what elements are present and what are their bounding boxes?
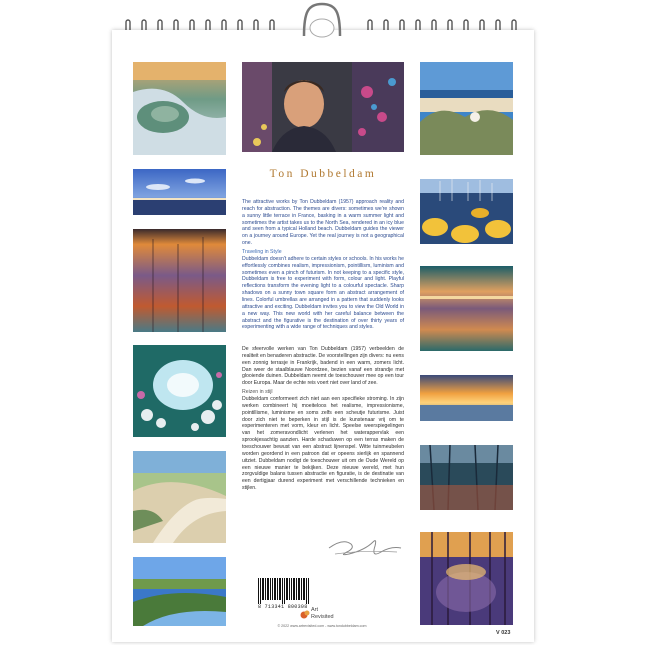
painting-golden-sky	[420, 375, 513, 421]
publisher-logo	[300, 605, 340, 621]
dutch-subheading: Reizen in stijl	[242, 389, 273, 396]
copyright-line: © 2022 www.artrevisited.com - www.tondubbeldam.com	[277, 624, 367, 628]
painting-lake-shore	[133, 62, 226, 155]
painting-sunset-sea	[420, 266, 513, 351]
barcode-number: 8 713341 800308	[258, 604, 308, 610]
artist-title: Ton Dubbeldam	[269, 168, 377, 180]
painting-evening-reflection	[133, 229, 226, 332]
painting-beach-horizon	[420, 62, 513, 155]
hanger-hook	[300, 2, 344, 38]
barcode-bars	[258, 578, 310, 604]
english-intro: The attractive works by Ton Dubbeldam (1957) approach reality and reach for abstraction. The themes are divers: sometimes we're shown a sunny little terrace in France, basking in a warm summer light and sometimes the artist takes us to the North Sea, rendered in an icy blue and seen from a typical Holland beach. Dubbeldam guides the viewer on a journey around Europe. Yet the real journey is not a geographical one.	[242, 199, 404, 247]
painting-forest-reflection	[420, 532, 513, 625]
dutch-intro: De sfeervolle werken van Ton Dubbeldam (1957) verbeelden de realiteit en benaderen abstractie. De voorstellingen zijn divers: nu eens een zonnig terrasje in Frankrijk, badend in een warm, zomers licht. Dan weer de staalblauwe Noordzee, bezien vanaf een strandje met glooiende duinen. Dubbeldam neemt de toeschouwer mee op een tour door Europa. Maar de echte reis voert niet over land of zee.	[242, 346, 404, 387]
english-text-block	[242, 199, 404, 331]
artist-signature	[325, 530, 405, 562]
painting-river-landscape	[133, 557, 226, 626]
artist-portrait-photo	[242, 62, 404, 152]
painting-harbour-boats	[420, 445, 513, 510]
painting-dunes-path	[133, 451, 226, 543]
painting-blue-sky-coast	[133, 169, 226, 215]
publisher-logo-icon	[300, 609, 310, 619]
dutch-body: Dubbeldam conformeert zich niet aan een specifieke stroming. In zijn werken combineert hij moeiteloos het realisme, impressionisme, pointillisme, luminisme en soms zelfs een scheutje futurisme. Juist door zich niet te beperken in stijl is de kunstenaar vrij om te experimenteren met vorm, kleur en licht. Speelse weerspiegelingen van het zomeravondlicht verlenen het waterappervlak een sprookjesachtig aanzien. Harde schaduwen op een terras maken de toeschouwer bewust van een abstract lijnenspel. Witte tuinmeubelen worden geordend in een patroon dat er opeens sierlijk en spannend uitziet. Dubbeldam nodigt de toeschouwer uit om de Oude Wereld op een nieuwe manier te bekijken. Deze nieuwe wereld, met hun zorgvuldige balans tussen abstractie en figuratie, is de destinatie van een dertigjaar durend experiment met verschillende technieken en stijlen.	[242, 396, 404, 492]
publisher-name-line2: Revisited	[311, 614, 334, 620]
dutch-text-block	[242, 346, 404, 492]
english-subheading: Traveling in Style	[242, 248, 282, 255]
painting-pond-flowers	[133, 345, 226, 437]
painting-umbrellas-marina	[420, 179, 513, 244]
product-code: V 023	[496, 630, 511, 636]
english-body: Dubbeldam doesn't adhere to certain styles or schools. In his works he effortlessly combines realism, impressionism, pointillism, luminism and sometimes even a pinch of futurism. In not keeping to a specific style, Dubbeldam is free to experiment with form, colour and light. Playful reflections transform the evening light to a colourful spectacle. Sharp shadows on a sunny town square form an abstract arrangement of lines. Colorful umbrellas are arranged in a pattern that suddenly looks attractive and exciting. Dubbeldam invites you to view the Old World in a new way. This new world with her careful balance between the abstract and the figurative is the destination of over thirty years of experimenting with a wide range of techniques and styles.	[242, 255, 404, 331]
publisher-name-line1: Art	[311, 607, 319, 613]
